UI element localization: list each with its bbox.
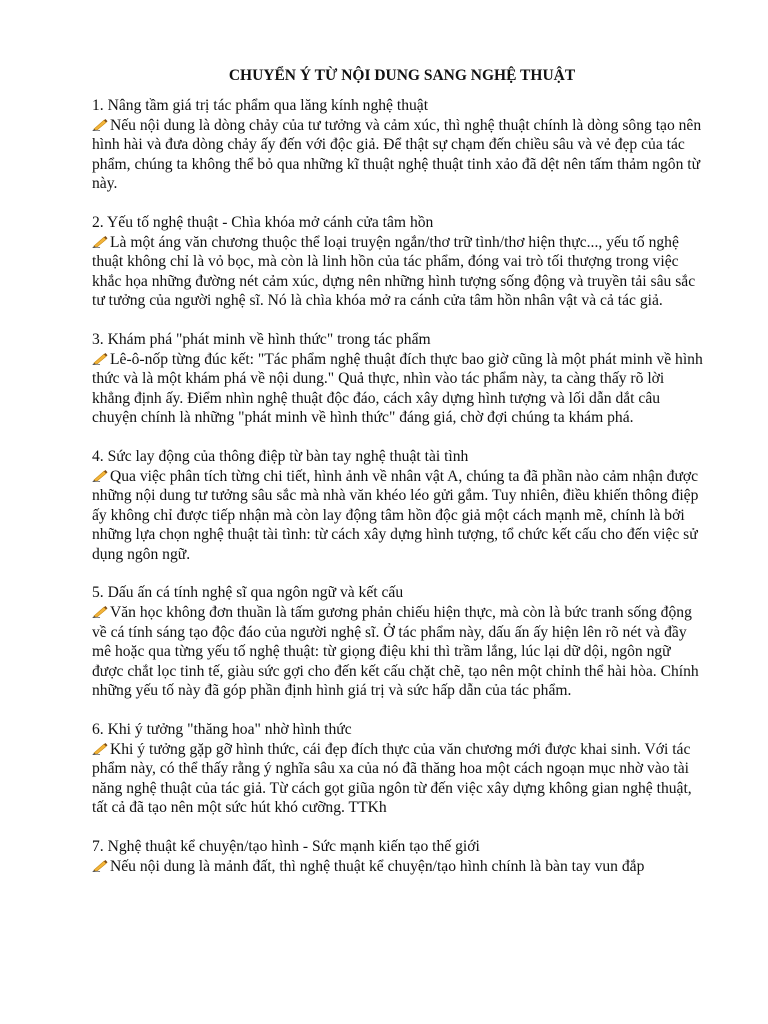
section-text: Nếu nội dung là mảnh đất, thì nghệ thuật kể chuyện/tạo hình chính là bàn tay vun đắp [110,857,645,875]
sections-container [92,96,704,876]
section-body [92,467,704,565]
writing-hand-icon [92,604,109,617]
section-body [92,603,704,701]
section-heading: 2. Yếu tố nghệ thuật - Chìa khóa mở cánh cửa tâm hồn [92,213,434,231]
writing-hand-icon [92,234,109,247]
section-heading: 4. Sức lay động của thông điệp từ bàn tay nghệ thuật tài tình [92,447,469,465]
section-body [92,857,704,877]
document-title: CHUYỂN Ý TỪ NỘI DUNG SANG NGHỆ THUẬT [228,67,576,84]
section-body [92,233,704,311]
section-heading: 3. Khám phá "phát minh về hình thức" trong tác phẩm [92,330,431,348]
section-3 [92,330,704,428]
section-text: Lê-ô-nốp từng đúc kết: "Tác phẩm nghệ thuật đích thực bao giờ cũng là một phát minh về hình thức và là một khám phá về nội dung." Quả thực, nhìn vào tác phẩm này, ta càng thấy rõ lời khẳng định ấy. Điểm nhìn nghệ thuật độc đáo, cách xây dựng hình tượng và lối dẫn dắt câu chuyện chính là những "phát minh về hình thức" đáng giá, chờ đợi chúng ta khám phá. [92,350,703,427]
section-text: Qua việc phân tích từng chi tiết, hình ảnh về nhân vật A, chúng ta đã phần nào cảm nhận được những nội dung tư tưởng sâu sắc mà nhà văn khéo léo gửi gắm. Tuy nhiên, điều khiến thông điệp ấy không chỉ được tiếp nhận mà còn lay động tâm hồn độc giả một cách mạnh mẽ, chính là bởi những lựa chọn nghệ thuật tài tình: từ cách xây dựng hình tượng, tổ chức kết cấu cho đến việc sử dụng ngôn ngữ. [92,467,699,563]
writing-hand-icon [92,351,109,364]
document-page [92,66,704,895]
section-4 [92,447,704,565]
section-2 [92,213,704,311]
writing-hand-icon [92,858,109,871]
section-text: Khi ý tưởng gặp gỡ hình thức, cái đẹp đích thực của văn chương mới được khai sinh. Với tác phẩm này, có thể thấy rằng ý nghĩa sâu xa của nó đã thăng hoa một cách ngoạn mục nhờ vào tài năng nghệ thuật của tác giả. Từ cách gọt giũa ngôn từ đến việc xây dựng không gian nghệ thuật, tất cả đã tạo nên một sức hút khó cưỡng. TTKh [92,740,692,817]
writing-hand-icon [92,741,109,754]
section-text: Văn học không đơn thuần là tấm gương phản chiếu hiện thực, mà còn là bức tranh sống động về cá tính sáng tạo độc đáo của người nghệ sĩ. Ở tác phẩm này, dấu ấn ấy hiện lên rõ nét và đầy mê hoặc qua từng yếu tố nghệ thuật: từ giọng điệu khi thì trầm lắng, lúc lại dữ dội, ngôn ngữ được chắt lọc tinh tế, giàu sức gợi cho đến kết cấu chặt chẽ, tạo nên một chỉnh thể hài hòa. Chính những yếu tố này đã góp phần định hình giá trị và sức hấp dẫn của tác phẩm. [92,604,699,700]
section-5 [92,583,704,701]
section-6 [92,720,704,818]
section-body [92,116,704,194]
writing-hand-icon [92,468,109,481]
section-1 [92,96,704,194]
section-text: Là một áng văn chương thuộc thể loại truyện ngắn/thơ trữ tình/thơ hiện thực..., yếu tố nghệ thuật không chỉ là vỏ bọc, mà còn là linh hồn của tác phẩm, đóng vai trò tối thượng trong việc khắc họa những đường nét cảm xúc, dựng nên những hình tượng sống động và truyền tải sâu sắc tư tưởng của người nghệ sĩ. Nó là chìa khóa mở ra cánh cửa tâm hồn nhân vật và cả tác giả. [92,233,696,310]
section-heading: 7. Nghệ thuật kể chuyện/tạo hình - Sức mạnh kiến tạo thế giới [92,838,480,855]
section-text: Nếu nội dung là dòng chảy của tư tưởng và cảm xúc, thì nghệ thuật chính là dòng sông tạo nên hình hài và đưa dòng chảy ấy đến với độc giả. Để thật sự chạm đến chiều sâu và vẻ đẹp của tác phẩm, chúng ta không thể bỏ qua những kĩ thuật nghệ thuật tinh xảo đã dệt nên tấm thảm ngôn từ này. [92,116,702,193]
section-body [92,740,704,818]
section-heading: 1. Nâng tầm giá trị tác phẩm qua lăng kính nghệ thuật [92,97,429,114]
section-body [92,350,704,428]
writing-hand-icon [92,117,109,130]
section-7 [92,837,704,876]
section-heading: 6. Khi ý tưởng "thăng hoa" nhờ hình thức [92,721,352,739]
section-heading: 5. Dấu ấn cá tính nghệ sĩ qua ngôn ngữ và kết cấu [92,584,404,602]
